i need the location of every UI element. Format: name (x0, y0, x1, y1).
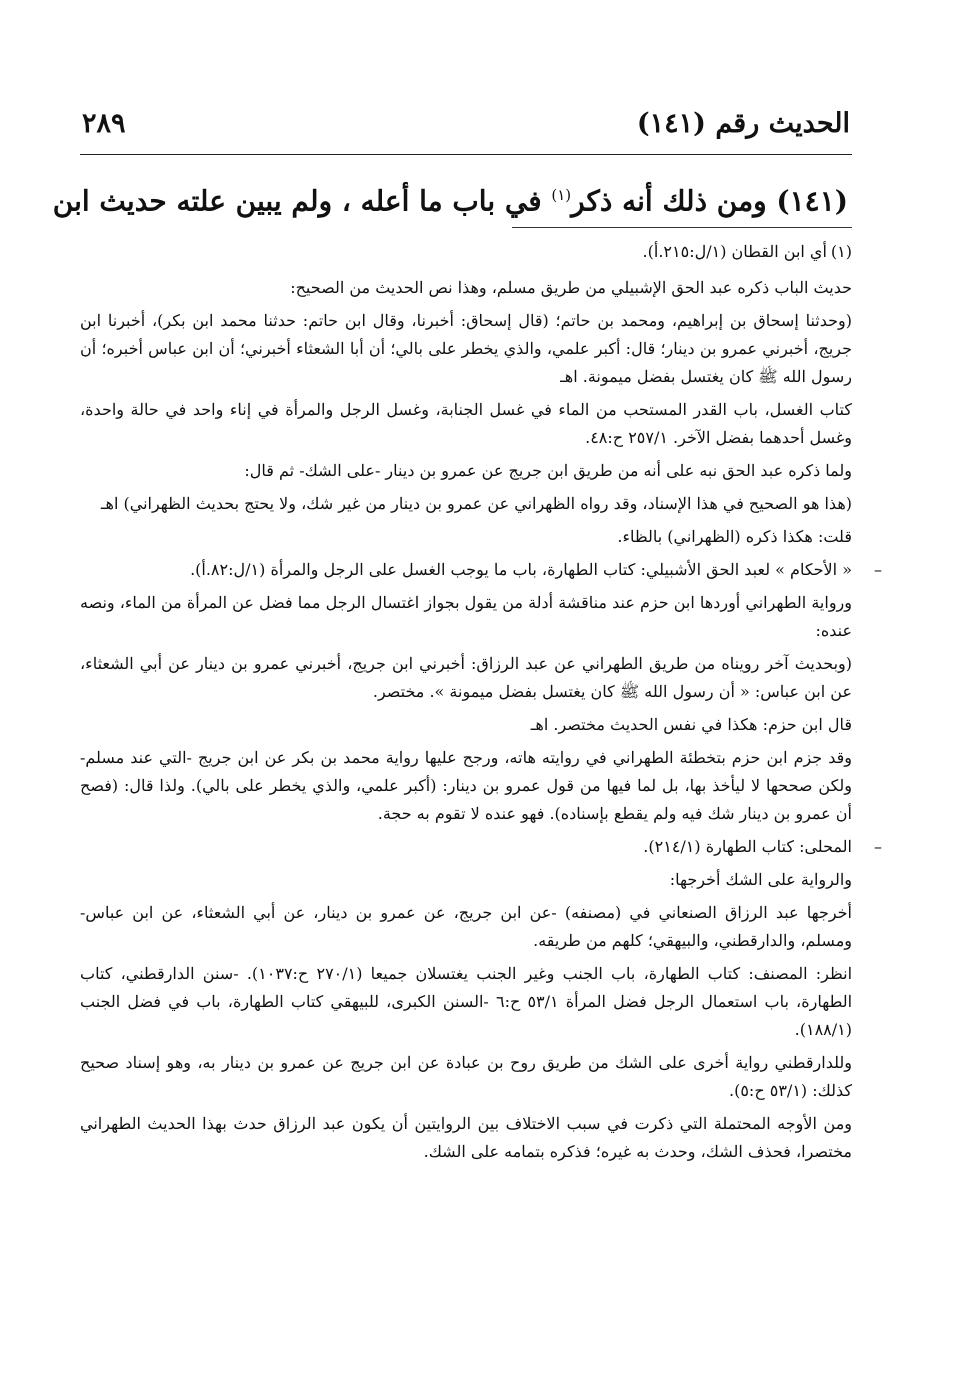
footnote-lead (80, 238, 852, 266)
document-page (52, 104, 853, 1171)
page-number: ٢٨٩ (82, 108, 126, 139)
footnote-paragraph: (وحدثنا إسحاق بن إبراهيم، ومحمد بن حاتم؛ (قال إسحاق: أخبرنا، وقال ابن حاتم: حدثنا محمد ابن بكر)، أخبرنا ابن جريج، أخبرني عمرو بن دينار؛ قال: أكبر علمي، والذي يخطر على بالي؛ أن أبا الشعثاء أخبرني؛ أن ابن عباس أخبره؛ أن رسول الله ﷺ كان يغتسل بفضل ميمونة. اهـ (80, 311, 853, 387)
footnote-dash-item: – « الأحكام » لعبد الحق الأشبيلي: كتاب الطهارة، باب ما يوجب الغسل على الرجل والمرأة (١/ل:٨٢.أ). (80, 556, 852, 584)
footnote-reference: (١) (551, 186, 572, 204)
footnote-paragraph: انظر: المصنف: كتاب الطهارة، باب الجنب وغير الجنب يغتسلان جميعا (٢٧٠/١ ح:١٠٣٧). -سنن الدارقطني، كتاب الطهارة، باب استعمال الرجل فضل المرأة ٥٣/١ ح:٦ -السنن الكبرى، للبيهقي كتاب الطهارة، باب في فضل الجنب (١٨٨/١). (80, 964, 853, 1040)
footnote-paragraph: والرواية على الشك أخرجها: (669, 870, 852, 890)
footnote-paragraph: حديث الباب ذكره عبد الحق الإشبيلي من طريق مسلم، وهذا نص الحديث من الصحيح: (290, 278, 852, 298)
footnote-lead-text: أي ابن القطان (١/ل:٢١٥.أ). (642, 242, 827, 262)
page-header (80, 104, 852, 155)
main-text-end: في باب ما أعله ، ولم يبين علته حديث ابن (52, 184, 552, 218)
footnote-dash-item: – المحلى: كتاب الطهارة (٢١٤/١). (80, 833, 852, 861)
footnote-paragraph: قال ابن حزم: هكذا في نفس الحديث مختصر. اهـ (530, 715, 852, 735)
footnote-paragraph: قلت: هكذا ذكره (الظهراني) بالظاء. (617, 527, 852, 547)
footnotes (80, 238, 852, 1166)
footnote-paragraph: ورواية الطهراني أوردها ابن حزم عند مناقشة أدلة من يقول بجواز اغتسال الرجل مما فضل عن المرأة من الماء، ونصه عنده: (80, 593, 852, 641)
footnote-paragraph: كتاب الغسل، باب القدر المستحب من الماء في غسل الجنابة، وغسل الرجل والمرأة في إناء واحد في حالة واحدة، وغسل أحدهما بفضل الآخر. ٢٥٧/١ ح:٤٨. (80, 400, 853, 448)
footnote-paragraph: أخرجها عبد الرزاق الصنعاني في (مصنفه) -عن ابن جريج، عن عمرو بن دينار، عن أبي الشعثاء، عن ابن عباس- ومسلم، والدارقطني، والبيهقي؛ كلهم من طريقه. (80, 903, 853, 951)
footnote-paragraph: ومن الأوجه المحتملة التي ذكرت في سبب الاختلاف بين الروايتين أن يكون عبد الرزاق حدث بهذا الحديث الطهراني مختصرا، فحذف الشك، وحدث به غيره؛ فذكره بتمامه على الشك. (80, 1114, 852, 1162)
footnote-paragraph: ولما ذكره عبد الحق نبه على أنه من طريق ابن جريج عن عمرو بن دينار -على الشك- ثم قال: (244, 461, 852, 481)
footnote-paragraph: وللدارقطني رواية أخرى على الشك من طريق روح بن عبادة عن ابن جريج عن عمرو بن دينار به، وهو إسناد صحيح كذلك: (٥٣/١ ح:٥). (80, 1053, 852, 1101)
running-title: الحديث رقم (١٤١) (636, 108, 850, 139)
footnote-paragraph: وقد جزم ابن حزم بتخطئة الطهراني في روايته هاته، ورجح عليها رواية محمد بن بكر عن ابن جريج -التي عند مسلم- ولكن صححها لا ليأخذ بها، بل لما فيها من قول عمرو بن دينار: (أكبر علمي، والذي يخطر على بالي). ولذا قال: (فصح أن عمرو بن دينار شك فيه ولم يقطع بإسناده). فهو عنده لا تقوم به حجة. (80, 748, 853, 824)
main-text-start: (١٤١) ومن ذلك أنه ذكر (571, 184, 848, 218)
footnote-separator (512, 227, 852, 228)
footnote-paragraph: (وبحديث آخر رويناه من طريق الطهراني عن عبد الرزاق: أخبرني ابن جريج، أخبرني عمرو بن دينار عن أبي الشعثاء، عن ابن عباس: « أن رسول الله ﷺ كان يغتسل بفضل ميمونة ». مختصر. (80, 654, 853, 702)
main-text (52, 173, 852, 223)
footnote-number: (١) (830, 242, 852, 262)
footnote-paragraph: (هذا هو الصحيح في هذا الإسناد، وقد رواه الظهراني عن عمرو بن دينار من غير شك، ولا يحتج بحديث الظهراني) اهـ (100, 494, 852, 514)
